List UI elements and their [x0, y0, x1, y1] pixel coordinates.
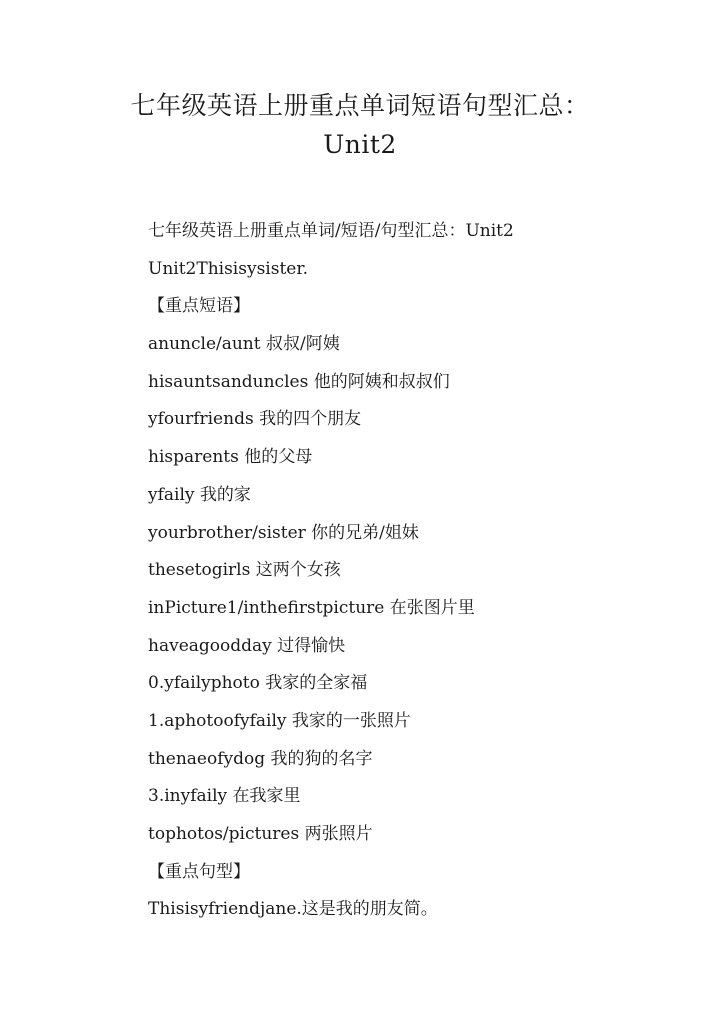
document-body	[148, 213, 688, 929]
document-title-line-1: 七年级英语上册重点单词短语句型汇总：	[130, 91, 590, 120]
body-line: haveagoodday 过得愉快	[148, 635, 346, 656]
section-heading-sentences: 【重点句型】	[148, 861, 250, 882]
document-title-line-2: Unit2	[323, 130, 397, 159]
body-line: hisauntsanduncles 他的阿姨和叔叔们	[148, 371, 450, 392]
body-line: Thisisyfriendjane.这是我的朋友简。	[148, 899, 438, 920]
body-line: 1.aphotoofyfaily 我家的一张照片	[148, 710, 411, 731]
body-line: anuncle/aunt 叔叔/阿姨	[148, 334, 340, 355]
body-line: inPicture1/inthefirstpicture 在张图片里	[148, 597, 475, 618]
body-line: 0.yfailyphoto 我家的全家福	[148, 673, 368, 694]
body-line: yfourfriends 我的四个朋友	[148, 409, 362, 430]
body-line: yourbrother/sister 你的兄弟/姐妹	[148, 522, 419, 543]
body-line: Unit2Thisisysister.	[148, 258, 309, 279]
body-line: 3.inyfaily 在我家里	[148, 786, 301, 807]
body-line: tophotos/pictures 两张照片	[148, 824, 373, 844]
body-line: hisparents 他的父母	[148, 447, 313, 468]
body-line: thesetogirls 这两个女孩	[148, 560, 341, 581]
body-line: yfaily 我的家	[148, 484, 251, 505]
body-line: thenaeofydog 我的狗的名字	[148, 748, 373, 769]
body-line: 七年级英语上册重点单词/短语/句型汇总：Unit2	[148, 221, 514, 241]
section-heading-phrases: 【重点短语】	[148, 296, 250, 317]
